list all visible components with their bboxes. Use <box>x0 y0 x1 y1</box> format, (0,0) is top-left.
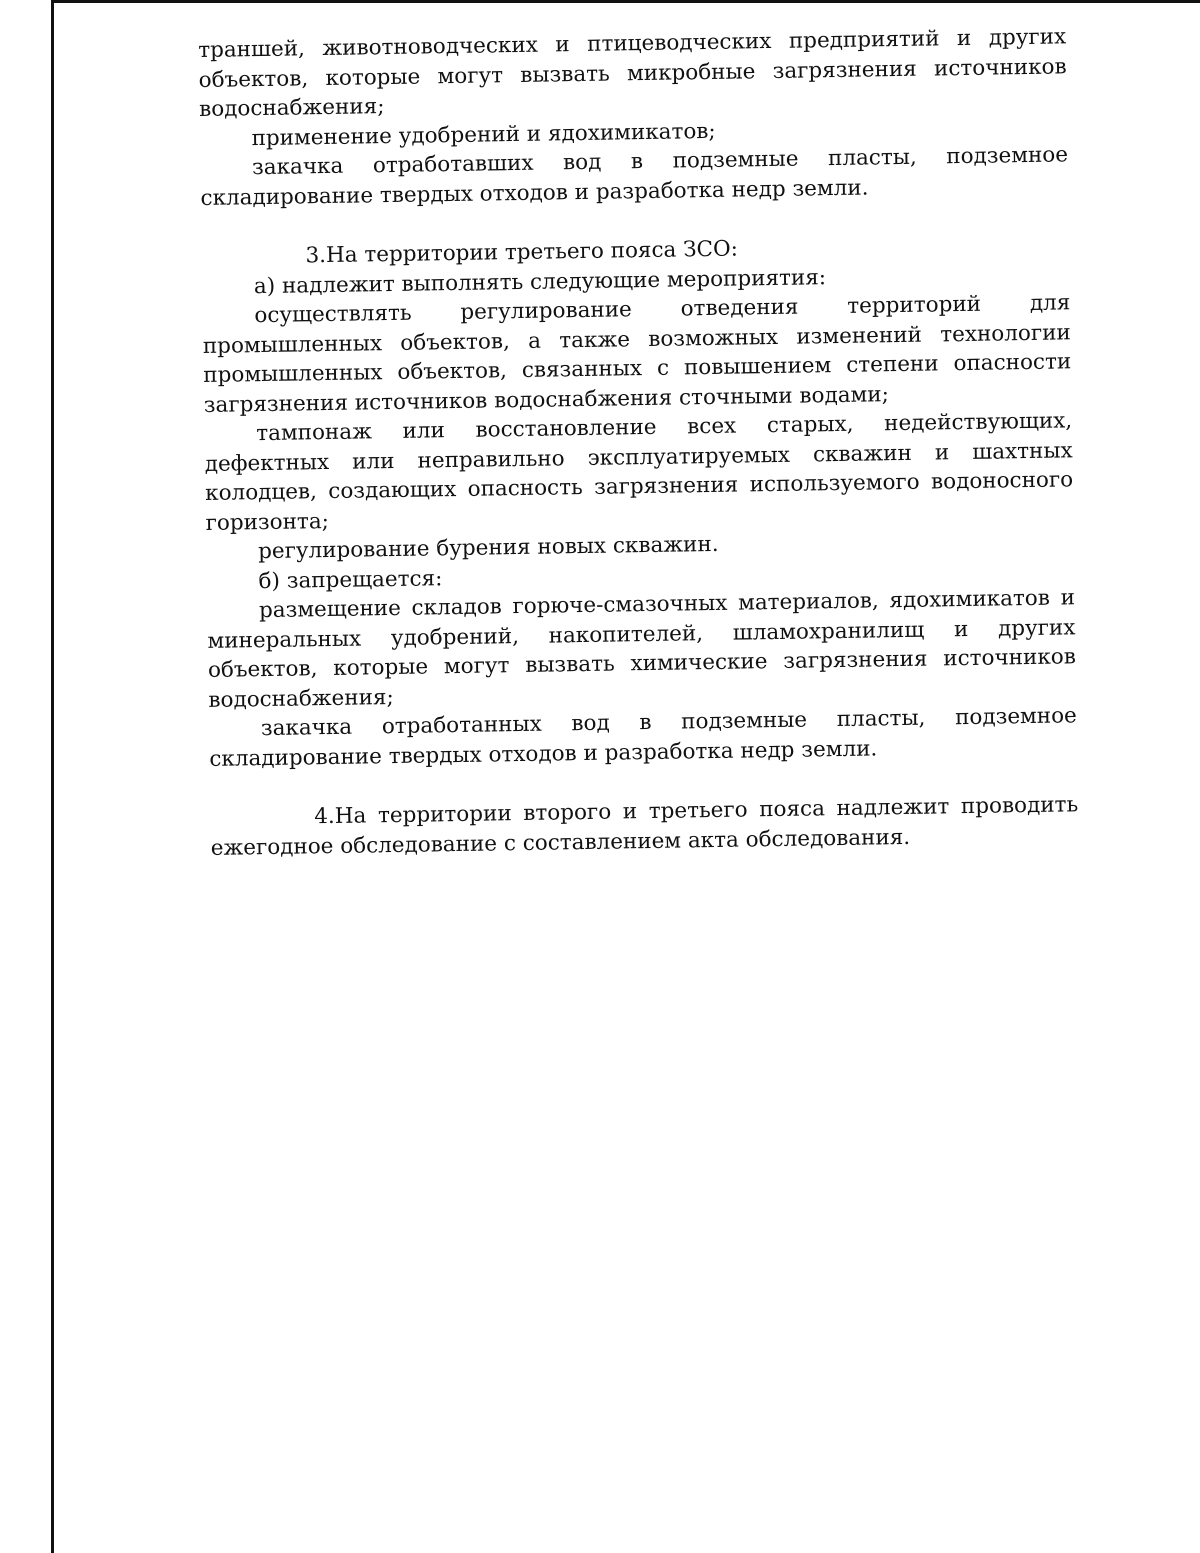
scan-edge-top <box>52 0 1200 3</box>
section-number: 4. <box>314 803 335 830</box>
subsection-b: б) запрещается: <box>258 565 443 594</box>
subsection-a: а) надлежит выполнять следующие мероприятия: <box>253 264 827 299</box>
paragraph-plugging: тампонаж или восстановление всех старых, недействующих, дефектных или неправильно эксплуатируемых скважин и шахтных колодцев, создающих опасность загрязнения используемого водоносного горизонта; <box>204 408 1074 536</box>
section-text: На территории второго и третьего пояса надлежит проводить ежегодное обследование с составлением акта обследования. <box>210 792 1079 861</box>
paragraph-storage: размещение складов горюче-смазочных материалов, ядохимикатов и минеральных удобрений, накопителей, шламохранилищ и других объектов, которые могут вызвать химические загрязнения источников водоснабжения; <box>207 585 1077 713</box>
paragraph-continuation: траншей, животноводческих и птицеводческих предприятий и других объектов, которые могут вызвать микробные загрязнения источников водоснабжения; <box>198 24 1067 122</box>
section-4 <box>210 790 1079 863</box>
section-title: На территории третьего пояса ЗСО: <box>325 236 739 269</box>
paragraph-injection-zone3: закачка отработанных вод в подземные пласты, подземное складирование твердых отходов и разработка недр земли. <box>209 703 1077 772</box>
scan-edge-left <box>51 0 54 1553</box>
paragraph-drilling: регулирование бурения новых скважин. <box>257 531 719 565</box>
document-page <box>198 22 1079 863</box>
section-number: 3. <box>305 243 327 269</box>
paragraph-regulation: осуществлять регулирование отведения территорий для промышленных объектов, а также возможных изменений технологии промышленных объектов, связанных с повышением степени опасности загрязнения источников водоснабжения сточными водами; <box>202 290 1072 418</box>
paragraph-fertilizers: применение удобрений и ядохимикатов; <box>251 118 716 151</box>
paragraph-injection-zone2: закачка отработавших вод в подземные пласты, подземное складирование твердых отходов и разработка недр земли. <box>200 142 1069 211</box>
